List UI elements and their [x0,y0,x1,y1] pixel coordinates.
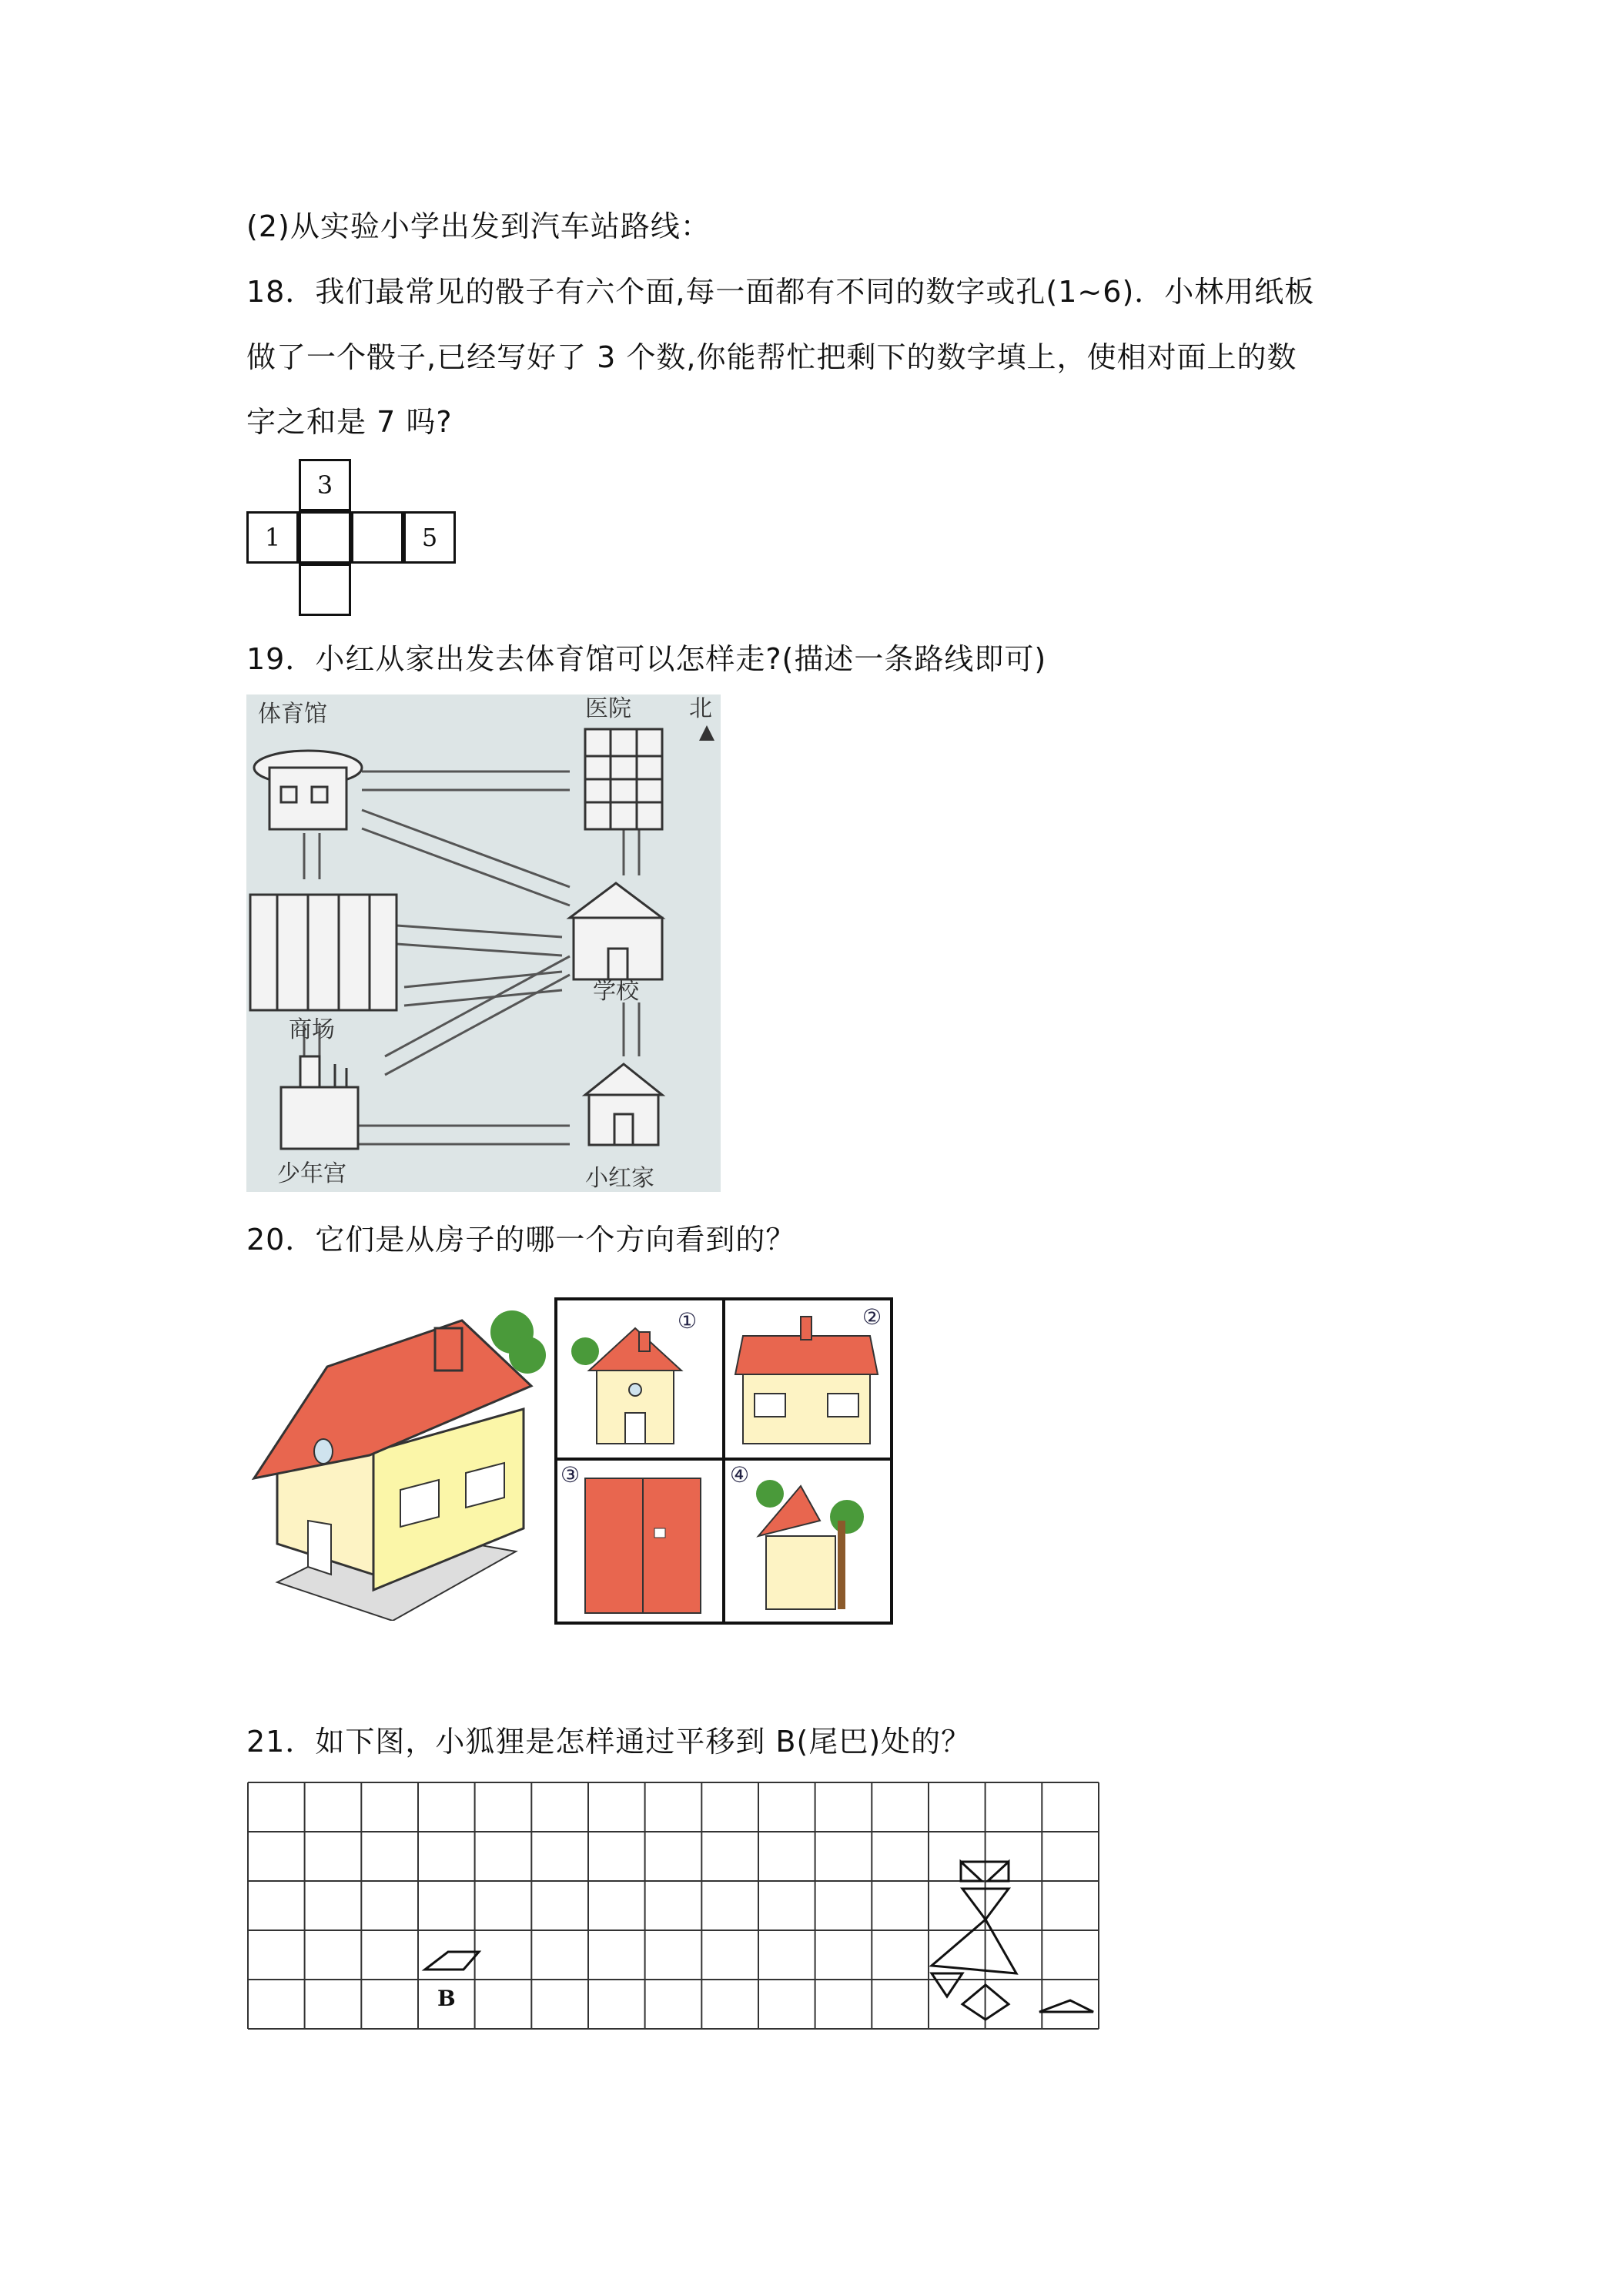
label-hospital: 医院 [585,695,631,722]
label-school: 学校 [593,978,639,1005]
q18-text-line2: 做了一个骰子,已经写好了 3 个数,你能帮忙把剩下的数字填上，使相对面上的数 [246,340,1297,374]
q18-text-line1: 18．我们最常见的骰子有六个面,每一面都有不同的数字或孔(1~6)．小林用纸板 [246,275,1315,309]
fox-figure [932,1862,1093,2020]
house-3d-illustration [246,1297,554,1621]
net-face-top: 3 [299,459,351,511]
q21-text: 21．如下图，小狐狸是怎样通过平移到 B(尾巴)处的？ [246,1725,972,1759]
translation-grid [246,1781,1101,2031]
view-2-label: ② [862,1304,882,1330]
view-1-label: ① [678,1308,698,1334]
house-views-grid [554,1297,893,1625]
net-face-far-right: 5 [403,511,456,564]
house-door [308,1521,331,1575]
net-face-left: 1 [246,511,299,564]
q19-text: 19．小红从家出发去体育馆可以怎样走?(描述一条路线即可) [246,642,1047,676]
grid-lines [248,1782,1099,2029]
q20-text: 20．它们是从房子的哪一个方向看到的？ [246,1223,796,1257]
net-face-center [299,511,351,564]
label-north: 北 [689,695,712,722]
label-gym: 体育馆 [258,701,327,728]
hospital-building [585,729,662,829]
label-b: B [437,1986,456,2011]
house-chimney [435,1328,462,1371]
mall-building [250,895,397,1010]
net-face-bottom [299,564,351,616]
view-4-label: ④ [730,1462,750,1488]
gym-building [254,751,362,829]
label-mall: 商场 [289,1016,335,1043]
view-3-label: ③ [561,1462,581,1488]
label-youth-palace: 少年宫 [277,1160,346,1187]
label-home: 小红家 [585,1165,654,1192]
net-face-right-blank [351,511,403,564]
q17-part2-text: (2)从实验小学出发到汽车站路线： [246,209,711,243]
q18-text-line3: 字之和是 7 吗? [246,405,453,439]
dice-net [246,459,462,621]
route-map [246,694,721,1192]
tail-b-shape [425,1952,479,2011]
